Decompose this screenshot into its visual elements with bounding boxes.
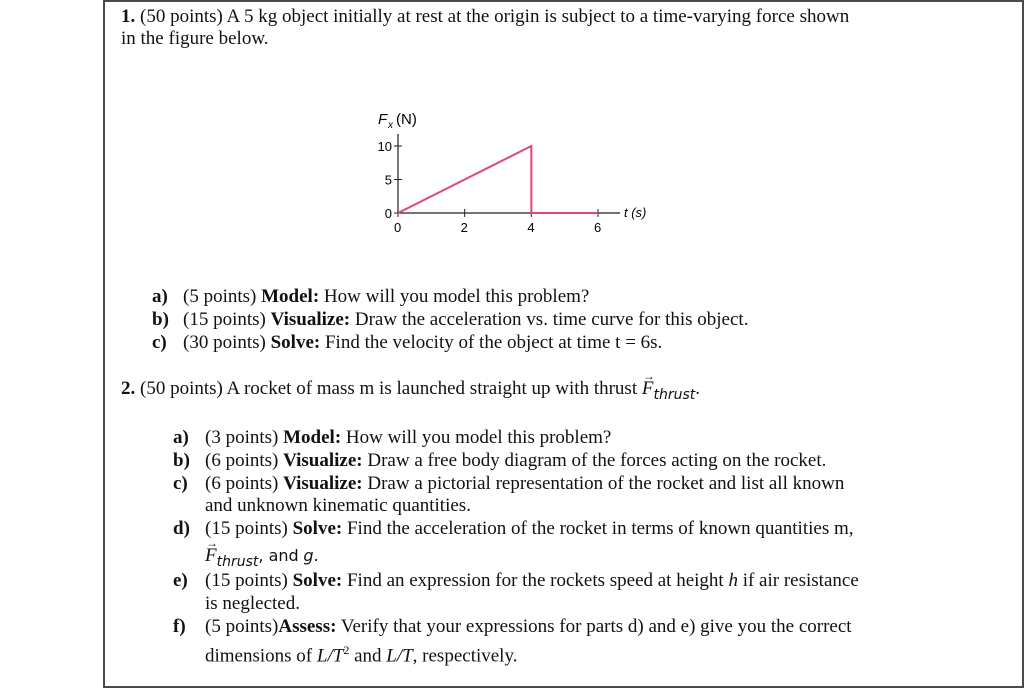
y-tick-label: 5 <box>384 172 392 188</box>
problem1-statement <box>121 6 849 28</box>
part-points: (6 points) <box>205 450 279 471</box>
thrust-subscript: thrust <box>216 554 259 570</box>
problem2-part-e-text-line2: is neglected. <box>205 593 300 614</box>
part-label: b) <box>152 309 169 330</box>
problem2-part-c-text-line2: and unknown kinematic quantities. <box>205 495 471 516</box>
x-axis-label: t (s) <box>624 205 647 220</box>
problem1-part-c-text <box>183 332 662 354</box>
part-keyword: Visualize: <box>283 450 363 471</box>
part-f-and: and <box>354 645 382 667</box>
problem1-number: 1. <box>121 6 136 27</box>
problem2-part-c-label: c) <box>173 473 188 494</box>
problem1-part-b-text <box>183 309 748 331</box>
y-tick-label: 10 <box>377 139 392 154</box>
part-keyword: Solve: <box>292 518 343 539</box>
dimension-1: L/T <box>316 645 344 667</box>
problem2-part-f-text-line2 <box>205 639 517 667</box>
part-label: a) <box>152 286 168 307</box>
part-d-end: . <box>313 546 319 565</box>
problem2-part-e-text <box>205 570 859 592</box>
problem2-part-c-text <box>205 473 844 495</box>
thrust-symbol: → F <box>642 378 654 400</box>
part-question: How will you model this problem? <box>323 286 590 307</box>
problem2-statement <box>121 378 700 401</box>
problem2-part-f-label: f) <box>173 616 186 637</box>
force-curve-line <box>398 146 598 213</box>
part-keyword: Model: <box>261 286 320 307</box>
problem2-part-d-text-line2 <box>205 545 319 568</box>
problem2-part-a-text <box>205 427 611 449</box>
y-axis-label-symbol: F <box>378 111 388 128</box>
part-question: Draw the acceleration vs. time curve for this object. <box>354 309 749 330</box>
part-points: (30 points) <box>183 332 266 353</box>
problem1-text-line2: in the figure below. <box>121 28 269 49</box>
dimension-2: L/T <box>386 645 413 667</box>
part-keyword: Assess: <box>278 616 337 637</box>
x-tick-label: 4 <box>527 220 535 235</box>
problem1-part-a-text <box>183 286 589 308</box>
part-label: c) <box>152 332 167 353</box>
thrust-symbol: → F <box>205 545 217 567</box>
problem2-part-a-label: a) <box>173 427 189 448</box>
problem1-part-c <box>152 332 167 354</box>
dimension-1-exponent: 2 <box>343 643 350 657</box>
page-border-left <box>103 0 105 688</box>
part-points: (15 points) <box>183 309 266 330</box>
x-tick-label: 6 <box>594 220 602 235</box>
part-question: How will you model this problem? <box>345 427 612 448</box>
part-points: (3 points) <box>205 427 279 448</box>
part-d-and: , and <box>258 546 299 565</box>
part-keyword: Solve: <box>270 332 321 353</box>
part-keyword: Visualize: <box>270 309 351 330</box>
part-points: (6 points) <box>205 473 279 494</box>
part-keyword: Solve: <box>292 570 343 591</box>
problem2-text-end: . <box>695 378 700 399</box>
problem2-part-e-label: e) <box>173 570 188 591</box>
part-question: Find an expression for the rockets speed at height <box>346 570 724 591</box>
problem1-text: (50 points) A 5 kg object initially at rest at the origin is subject to a time-varying force shown <box>140 6 850 27</box>
part-question: Verify that your expressions for parts d) and e) give you the correct <box>340 616 852 637</box>
part-points: (15 points) <box>205 570 288 591</box>
problem2-part-b-label: b) <box>173 450 190 471</box>
height-symbol: h <box>728 570 738 591</box>
y-axis-label-sub: x <box>388 120 393 131</box>
x-tick-label: 0 <box>394 220 402 235</box>
problem2-part-d-text <box>205 518 854 540</box>
problem2-number: 2. <box>121 378 136 399</box>
y-tick-label: 0 <box>384 206 392 221</box>
problem2-text: (50 points) A rocket of mass m is launched straight up with thrust <box>140 378 638 399</box>
problem2-part-d-label: d) <box>173 518 190 539</box>
page-border-top <box>103 0 1024 2</box>
part-keyword: Model: <box>283 427 342 448</box>
part-question: Draw a pictorial representation of the rocket and list all known <box>367 473 845 494</box>
thrust-subscript: thrust <box>653 387 696 403</box>
part-question-end: if air resistance <box>742 570 859 591</box>
part-points: (5 points) <box>183 286 257 307</box>
part-points: (5 points) <box>205 616 279 637</box>
part-question: Find the velocity of the object at time t = 6s. <box>324 332 663 353</box>
problem1-part-b <box>152 309 169 331</box>
y-axis-label-unit: (N) <box>396 111 417 128</box>
problem2-part-b-text <box>205 450 826 472</box>
problem1-part-a <box>152 286 168 308</box>
gravity-symbol: g <box>303 546 314 565</box>
part-points: (15 points) <box>205 518 288 539</box>
problem2-part-f-text <box>205 616 852 638</box>
force-time-chart <box>340 98 680 248</box>
x-tick-label: 2 <box>460 220 468 235</box>
part-keyword: Visualize: <box>283 473 363 494</box>
part-question: Draw a free body diagram of the forces acting on the rocket. <box>367 450 827 471</box>
part-question-line2: dimensions of <box>205 645 313 667</box>
part-question: Find the acceleration of the rocket in terms of known quantities m, <box>346 518 854 539</box>
part-f-end: , respectively. <box>412 645 518 667</box>
